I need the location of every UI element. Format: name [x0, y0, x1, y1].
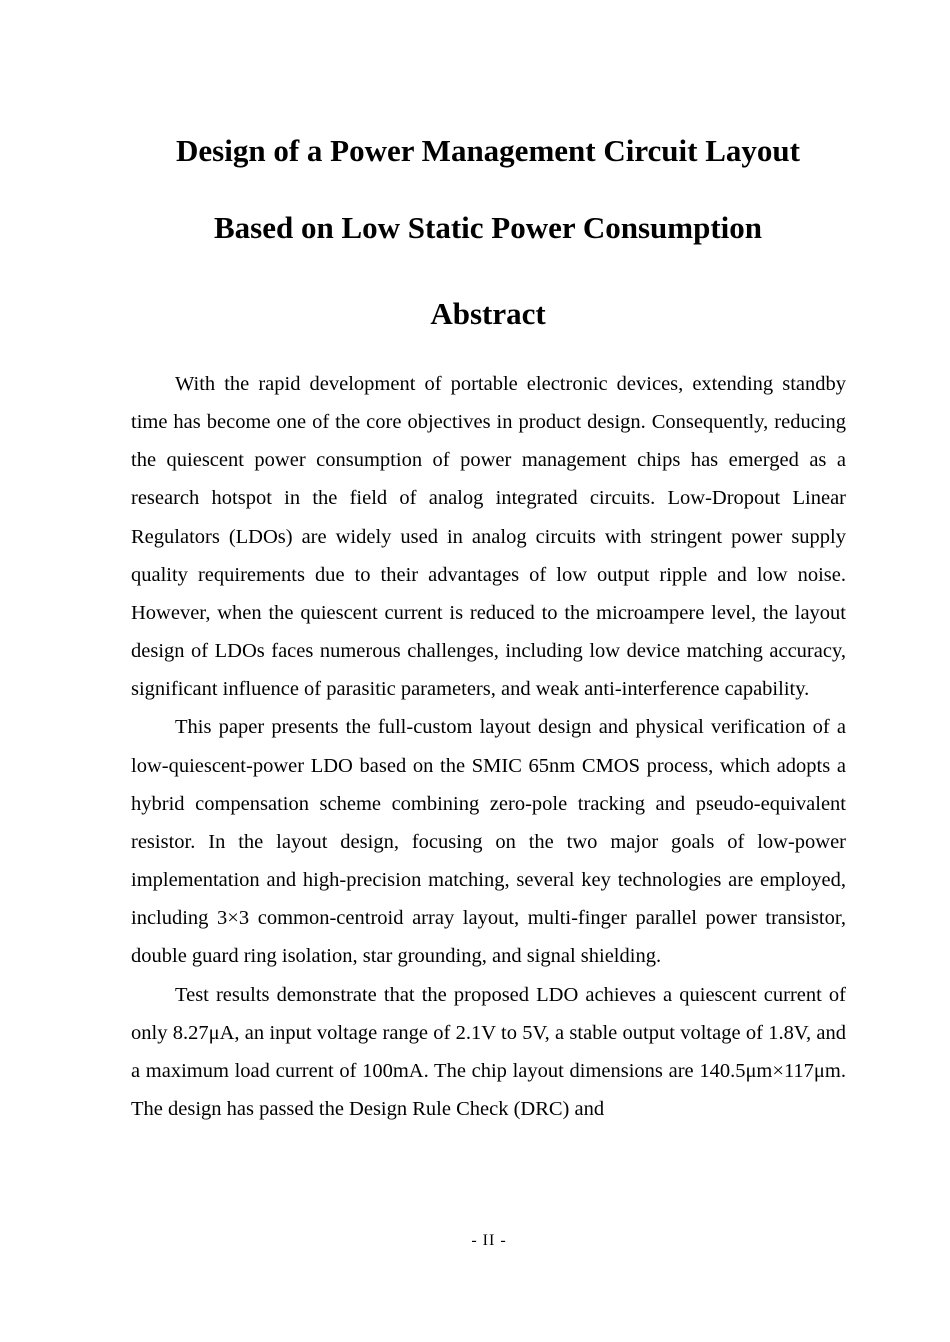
- abstract-body: [131, 365, 846, 1128]
- abstract-paragraph-1: With the rapid development of portable electronic devices, extending standby time has become one of the core objectives in product design. Consequently, reducing the quiescent power consumption of power management chips has emerged as a research hotspot in the field of analog integrated circuits. Low-Dropout Linear Regulators (LDOs) are widely used in analog circuits with stringent power supply quality requirements due to their advantages of low output ripple and low noise. However, when the quiescent current is reduced to the microampere level, the layout design of LDOs faces numerous challenges, including low device matching accuracy, significant influence of parasitic parameters, and weak anti-interference capability.: [131, 373, 846, 701]
- page-number: - II -: [471, 1232, 507, 1249]
- document-title-line-1: Design of a Power Management Circuit Layout: [176, 133, 800, 168]
- abstract-heading: Abstract: [430, 296, 546, 331]
- abstract-paragraph-3: Test results demonstrate that the proposed LDO achieves a quiescent current of only 8.27μA, an input voltage range of 2.1V to 5V, a stable output voltage of 1.8V, and a maximum load current of 100mA. The chip layout dimensions are 140.5μm×117μm. The design has passed the Design Rule Check (DRC) and: [131, 983, 846, 1120]
- abstract-paragraph-2: This paper presents the full-custom layout design and physical verification of a low-quiescent-power LDO based on the SMIC 65nm CMOS process, which adopts a hybrid compensation scheme combining zero-pole tracking and pseudo-equivalent resistor. In the layout design, focusing on the two major goals of low-power implementation and high-precision matching, several key technologies are employed, including 3×3 common-centroid array layout, multi-finger parallel power transistor, double guard ring isolation, star grounding, and signal shielding.: [131, 716, 846, 968]
- document-title-line-2: Based on Low Static Power Consumption: [213, 210, 762, 245]
